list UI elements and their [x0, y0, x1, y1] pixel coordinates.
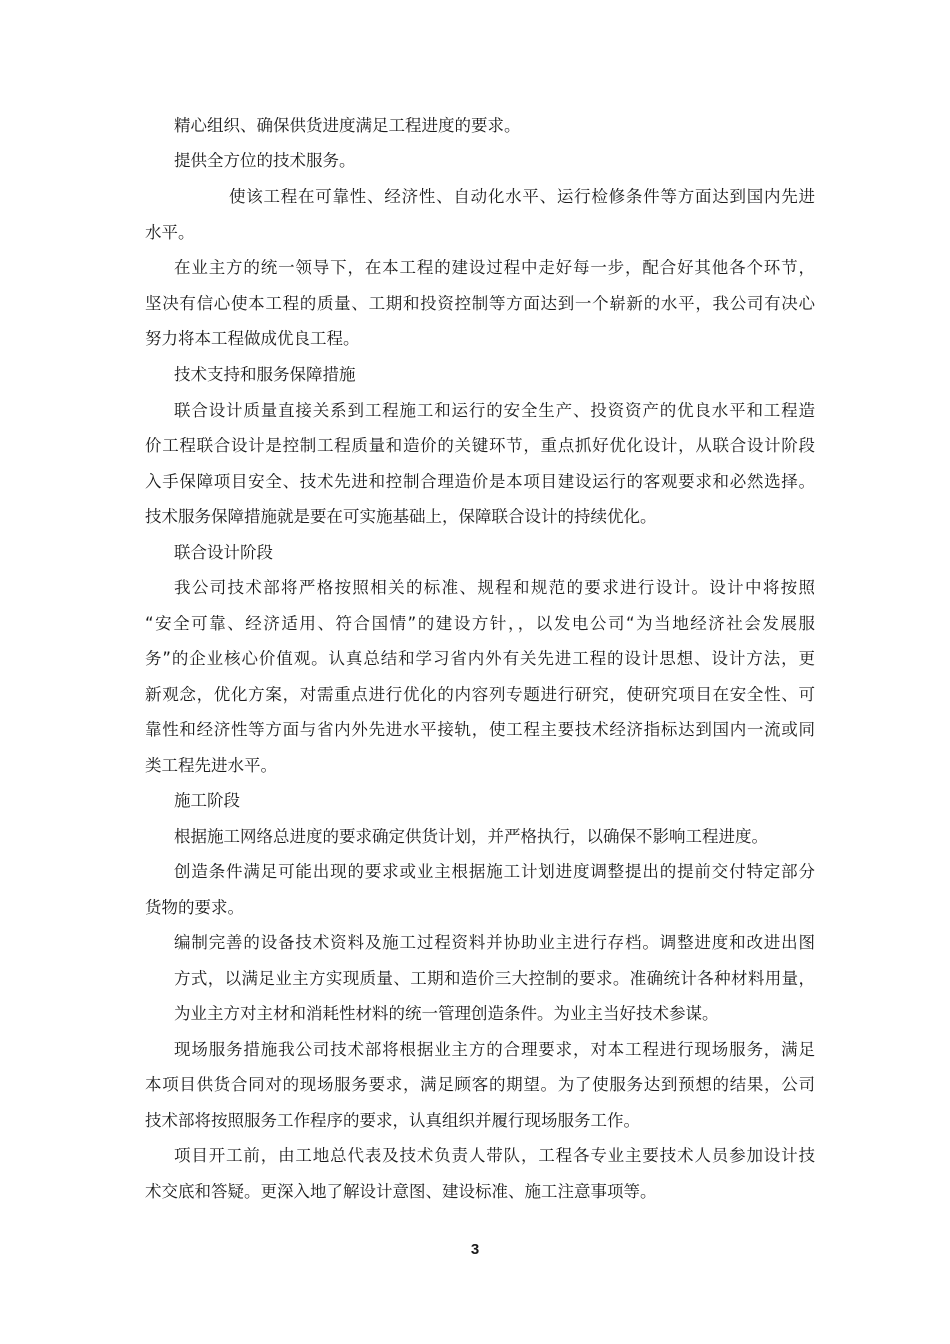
text-line: 在业主方的统一领导下，在本工程的建设过程中走好每一步，配合好其他各个环节， [174, 258, 815, 277]
text-line: 现场服务措施我公司技术部将根据业主方的合理要求，对本工程进行现场服务，满足 [174, 1040, 815, 1059]
text-line: 方式，以满足业主方实现质量、工期和造价三大控制的要求。准确统计各种材料用量， [174, 969, 815, 988]
text-line: 技术部将按照服务工作程序的要求，认真组织并履行现场服务工作。 [145, 1111, 640, 1130]
text-line: 联合设计质量直接关系到工程施工和运行的安全生产、投资资产的优良水平和工程造 [174, 401, 815, 420]
text-line: 术交底和答疑。更深入地了解设计意图、建设标准、施工注意事项等。 [145, 1182, 657, 1201]
section-heading: 技术支持和服务保障措施 [174, 365, 356, 384]
text-line: 使该工程在可靠性、经济性、自动化水平、运行检修条件等方面达到国内先进 [229, 187, 815, 206]
text-line: 创造条件满足可能出现的要求或业主根据施工计划进度调整提出的提前交付特定部分 [174, 862, 815, 881]
section-heading: 联合设计阶段 [174, 543, 273, 562]
text-line: 价工程联合设计是控制工程质量和造价的关键环节，重点抓好优化设计，从联合设计阶段 [145, 436, 815, 455]
text-line: 务”的企业核心价值观。认真总结和学习省内外有关先进工程的设计思想、设计方法，更 [145, 649, 815, 668]
text-line: 为业主方对主材和消耗性材料的统一管理创造条件。为业主当好技术参谋。 [174, 1004, 719, 1023]
text-line: 提供全方位的技术服务。 [174, 151, 356, 170]
text-line: 水平。 [145, 223, 195, 242]
section-heading: 施工阶段 [174, 791, 240, 810]
text-line: “安全可靠、经济适用、符合国情”的建设方针，，以发电公司“为当地经济社会发展服 [145, 614, 815, 633]
text-line: 项目开工前，由工地总代表及技术负责人带队，工程各专业主要技术人员参加设计技 [174, 1146, 815, 1165]
text-line: 精心组织、确保供货进度满足工程进度的要求。 [174, 116, 521, 135]
text-line: 靠性和经济性等方面与省内外先进水平接轨，使工程主要技术经济指标达到国内一流或同 [145, 720, 815, 739]
text-line: 我公司技术部将严格按照相关的标准、规程和规范的要求进行设计。设计中将按照 [174, 578, 815, 597]
text-line: 根据施工网络总进度的要求确定供货计划，并严格执行，以确保不影响工程进度。 [174, 827, 768, 846]
text-line: 本项目供货合同对的现场服务要求，满足顾客的期望。为了使服务达到预想的结果，公司 [145, 1075, 815, 1094]
text-line: 编制完善的设备技术资料及施工过程资料并协助业主进行存档。调整进度和改进出图 [174, 933, 815, 952]
text-line: 货物的要求。 [145, 898, 244, 917]
page-number: 3 [470, 1241, 480, 1258]
text-line: 技术服务保障措施就是要在可实施基础上，保障联合设计的持续优化。 [145, 507, 657, 526]
text-line: 入手保障项目安全、技术先进和控制合理造价是本项目建设运行的客观要求和必然选择。 [145, 472, 815, 491]
text-line: 新观念，优化方案，对需重点进行优化的内容列专题进行研究，使研究项目在安全性、可 [145, 685, 815, 704]
text-line: 坚决有信心使本工程的质量、工期和投资控制等方面达到一个崭新的水平，我公司有决心 [145, 294, 815, 313]
text-line: 努力将本工程做成优良工程。 [145, 329, 360, 348]
text-line: 类工程先进水平。 [145, 756, 277, 775]
